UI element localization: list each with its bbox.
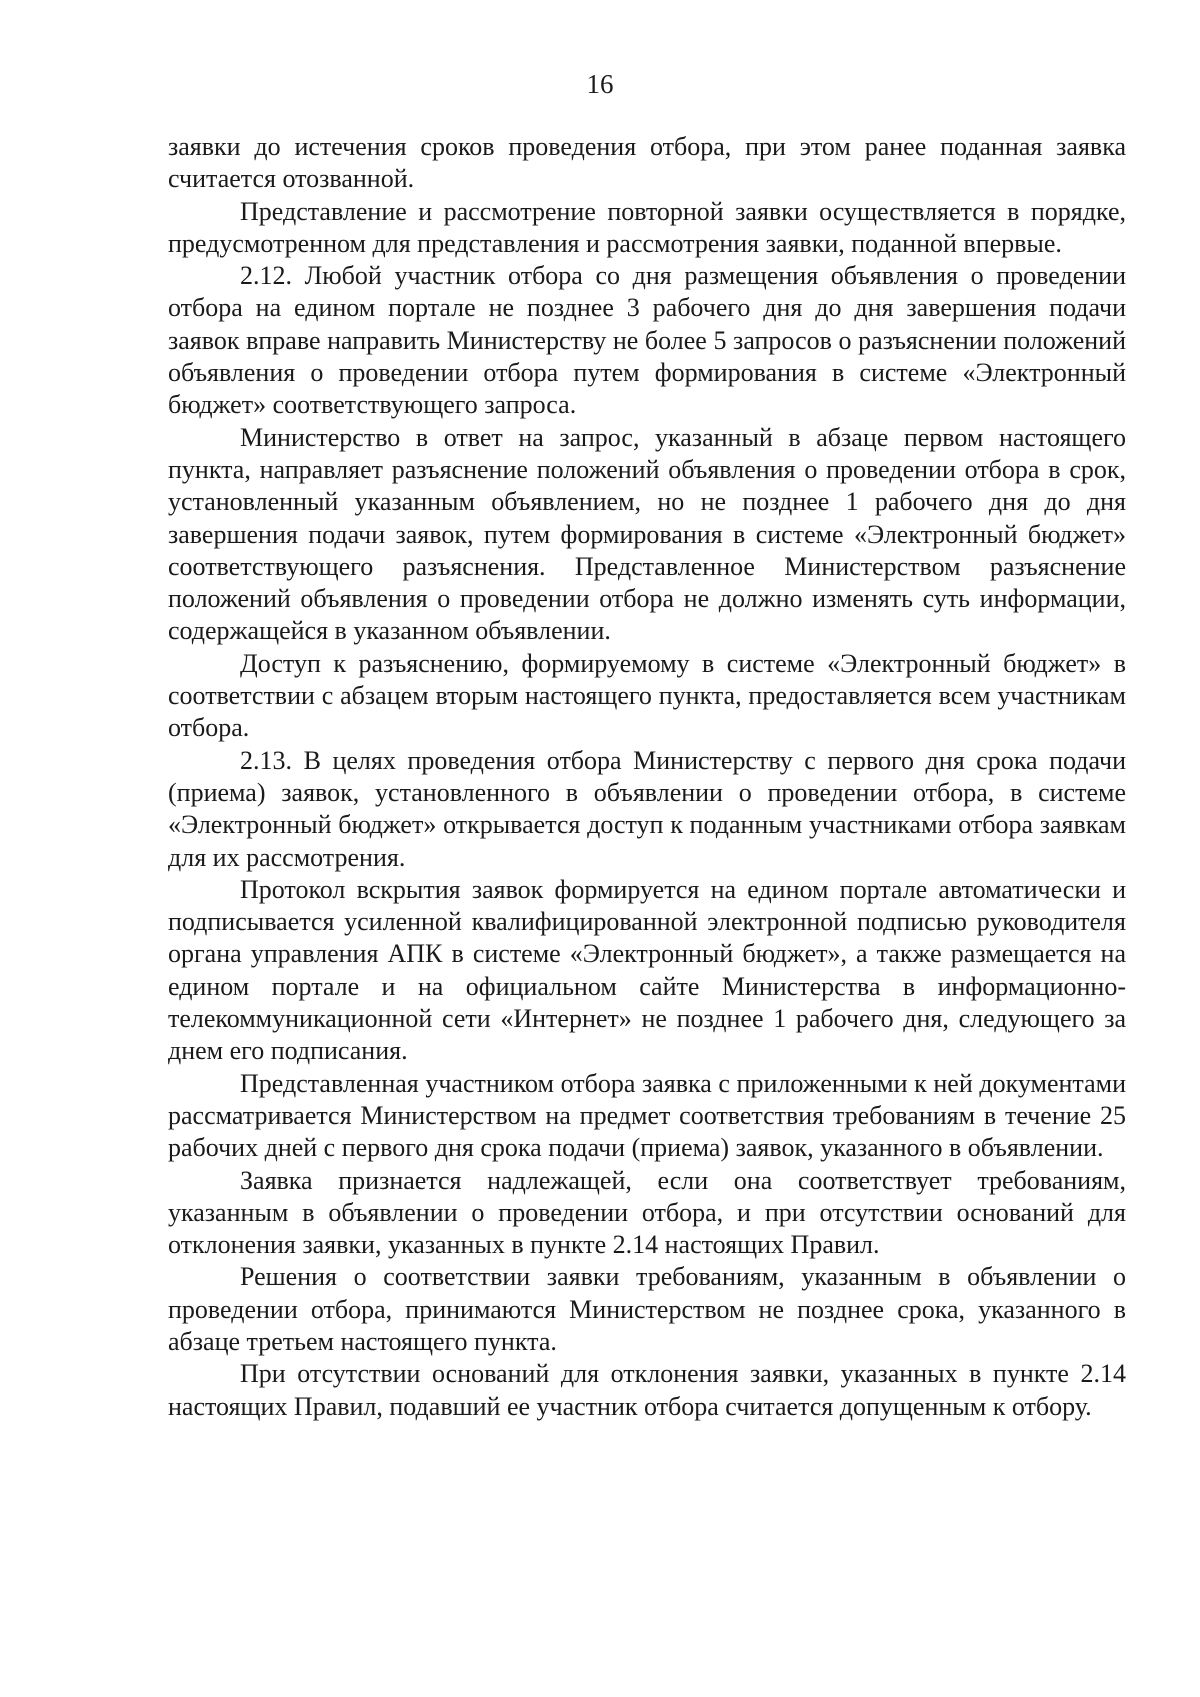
- paragraph-2-12: 2.12. Любой участник отбора со дня размещения объявления о проведении отбора на едином портале не позднее 3 рабочего дня до дня завершения подачи заявок вправе направить Министерству не более 5 запросов о разъяснении положений объявления о проведении отбора путем формирования в системе «Электронный бюджет» соответствующего запроса.: [168, 261, 1126, 420]
- paragraph-compliance-decision: Решения о соответствии заявки требованиям, указанным в объявлении о проведении отбора, принимаются Министерством не позднее срока, указанного в абзаце третьем настоящего пункта.: [168, 1262, 1126, 1356]
- paragraph-ministry-response: Министерство в ответ на запрос, указанный в абзаце первом настоящего пункта, направляет разъяснение положений объявления о проведении отбора в срок, установленный указанным объявлением, но не позднее 1 рабочего дня до дня завершения подачи заявок, путем формирования в системе «Электронный бюджет» соответствующего разъяснения. Представленное Министерством разъяснение положений объявления о проведении отбора не должно изменять суть информации, содержащейся в указанном объявлении.: [168, 422, 1126, 646]
- paragraph-review-term: Представленная участником отбора заявка с приложенными к ней документами рассматривается Министерством на предмет соответствия требованиям в течение 25 рабочих дней с первого дня срока подачи (приема) заявок, указанного в объявлении.: [168, 1068, 1126, 1163]
- paragraph-opening-protocol: Протокол вскрытия заявок формируется на едином портале автоматически и подписывается усиленной квалифицированной электронной подписью руководителя органа управления АПК в системе «Электронный бюджет», а также размещается на едином портале и на официальном сайте Министерства в информационно-телекоммуникационной сети «Интернет» не позднее 1 рабочего дня, следующего за днем его подписания.: [168, 874, 1126, 1066]
- paragraph-2-13: 2.13. В целях проведения отбора Министерству с первого дня срока подачи (приема) заявок, установленного в объявлении о проведении отбора, в системе «Электронный бюджет» открывается доступ к поданным участниками отбора заявкам для их рассмотрения.: [168, 745, 1126, 872]
- paragraph-proper-application: Заявка признается надлежащей, если она соответствует требованиям, указанным в объявлении о проведении отбора, и при отсутствии оснований для отклонения заявки, указанных в пункте 2.14 настоящих Правил.: [168, 1165, 1126, 1260]
- page-number: 16: [586, 69, 614, 99]
- paragraph-repeat-application: Представление и рассмотрение повторной заявки осуществляется в порядке, предусмотренном для представления и рассмотрения заявки, поданной впервые.: [168, 196, 1126, 258]
- paragraph-admission: При отсутствии оснований для отклонения заявки, указанных в пункте 2.14 настоящих Правил, подавший ее участник отбора считается допущенным к отбору.: [168, 1359, 1126, 1421]
- paragraph-continuation: заявки до истечения сроков проведения отбора, при этом ранее поданная заявка считается отозванной.: [168, 132, 1126, 194]
- paragraph-clarification-access: Доступ к разъяснению, формируемому в системе «Электронный бюджет» в соответствии с абзацем вторым настоящего пункта, предоставляется всем участникам отбора.: [168, 648, 1126, 743]
- document-body: [168, 131, 1126, 1423]
